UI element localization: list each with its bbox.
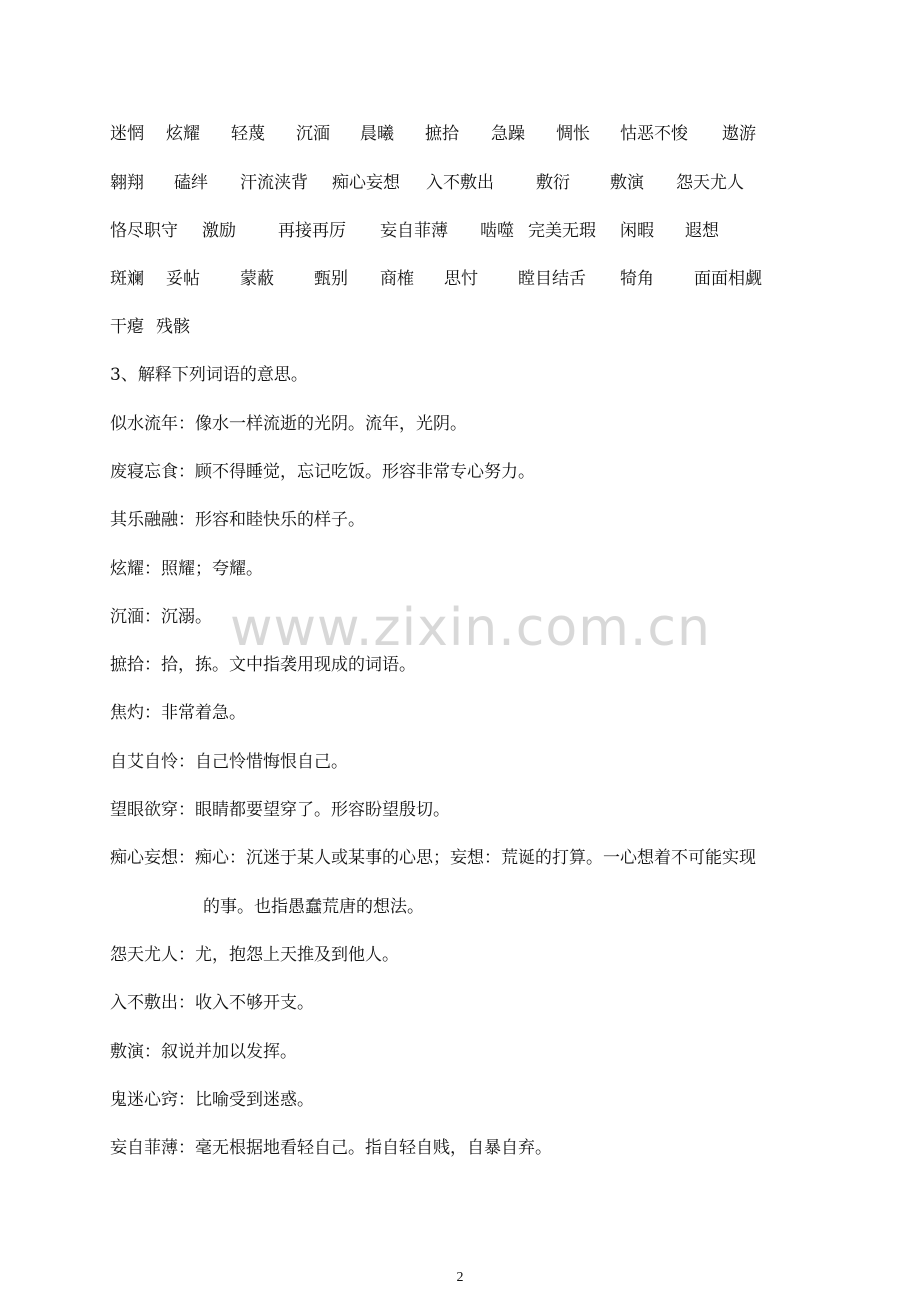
definition-line: 怨天尤人：尤，抱怨上天推及到他人。 bbox=[110, 945, 399, 965]
vocab-word: 敷演 bbox=[610, 173, 644, 193]
vocab-word: 闲暇 bbox=[620, 221, 654, 241]
vocab-word: 妥帖 bbox=[166, 269, 200, 289]
vocab-word: 恪尽职守 bbox=[110, 221, 178, 241]
watermark: www.zixin.com.cn bbox=[230, 598, 711, 658]
vocab-word: 痴心妄想 bbox=[332, 173, 400, 193]
vocab-word: 翱翔 bbox=[110, 173, 144, 193]
vocab-word: 完美无瑕 bbox=[528, 221, 596, 241]
vocab-word: 瞠目结舌 bbox=[518, 269, 586, 289]
definition-line: 似水流年：像水一样流逝的光阴。流年，光阴。 bbox=[110, 414, 467, 434]
vocab-word: 遨游 bbox=[722, 124, 756, 144]
vocab-word: 摭拾 bbox=[425, 124, 459, 144]
definition-line: 自艾自怜：自己怜惜悔恨自己。 bbox=[110, 752, 348, 772]
definition-line: 摭拾：拾，拣。文中指袭用现成的词语。 bbox=[110, 655, 416, 675]
vocab-word: 斑斓 bbox=[110, 269, 144, 289]
vocab-word: 蒙蔽 bbox=[240, 269, 274, 289]
definition-line: 炫耀：照耀；夸耀。 bbox=[110, 559, 263, 579]
vocab-word: 迷惘 bbox=[110, 124, 144, 144]
page-number: 2 bbox=[456, 1270, 464, 1285]
vocab-word: 再接再厉 bbox=[278, 221, 346, 241]
definition-line: 鬼迷心窍：比喻受到迷惑。 bbox=[110, 1090, 314, 1110]
section-heading: 3、解释下列词语的意思。 bbox=[110, 365, 308, 385]
definition-line: 痴心妄想：痴心：沉迷于某人或某事的心思；妄想：荒诞的打算。一心想着不可能实现 bbox=[110, 848, 756, 868]
vocab-word: 面面相觑 bbox=[694, 269, 762, 289]
definition-line: 其乐融融：形容和睦快乐的样子。 bbox=[110, 510, 365, 530]
vocab-word: 激励 bbox=[202, 221, 236, 241]
vocab-word: 入不敷出 bbox=[426, 173, 494, 193]
vocab-word: 商榷 bbox=[380, 269, 414, 289]
definition-line: 入不敷出：收入不够开支。 bbox=[110, 993, 314, 1013]
vocab-word: 啮噬 bbox=[480, 221, 514, 241]
vocab-word: 思忖 bbox=[444, 269, 478, 289]
vocab-word: 急躁 bbox=[491, 124, 525, 144]
vocab-word: 犄角 bbox=[620, 269, 654, 289]
vocab-word: 沉湎 bbox=[296, 124, 330, 144]
vocab-word: 轻蔑 bbox=[231, 124, 265, 144]
vocab-word: 妄自菲薄 bbox=[380, 221, 448, 241]
definition-line: 焦灼：非常着急。 bbox=[110, 703, 246, 723]
vocab-word: 怙恶不悛 bbox=[620, 124, 688, 144]
vocab-word: 遐想 bbox=[685, 221, 719, 241]
definition-line: 废寝忘食：顾不得睡觉，忘记吃饭。形容非常专心努力。 bbox=[110, 462, 535, 482]
definition-line: 望眼欲穿：眼睛都要望穿了。形容盼望殷切。 bbox=[110, 800, 450, 820]
definition-line: 沉湎：沉溺。 bbox=[110, 607, 212, 627]
definition-line: 妄自菲薄：毫无根据地看轻自己。指自轻自贱，自暴自弃。 bbox=[110, 1138, 552, 1158]
definition-continuation: 的事。也指愚蠢荒唐的想法。 bbox=[203, 897, 424, 917]
vocab-word: 残骸 bbox=[156, 317, 190, 337]
definition-line: 敷演：叙说并加以发挥。 bbox=[110, 1042, 297, 1062]
vocab-word: 炫耀 bbox=[166, 124, 200, 144]
vocab-word: 干瘪 bbox=[110, 317, 144, 337]
vocab-word: 晨曦 bbox=[360, 124, 394, 144]
vocab-word: 磕绊 bbox=[174, 173, 208, 193]
vocab-word: 敷衍 bbox=[536, 173, 570, 193]
vocab-word: 汗流浃背 bbox=[240, 173, 308, 193]
vocab-word: 惆怅 bbox=[556, 124, 590, 144]
vocab-word: 怨天尤人 bbox=[676, 173, 744, 193]
vocab-word: 甄别 bbox=[314, 269, 348, 289]
